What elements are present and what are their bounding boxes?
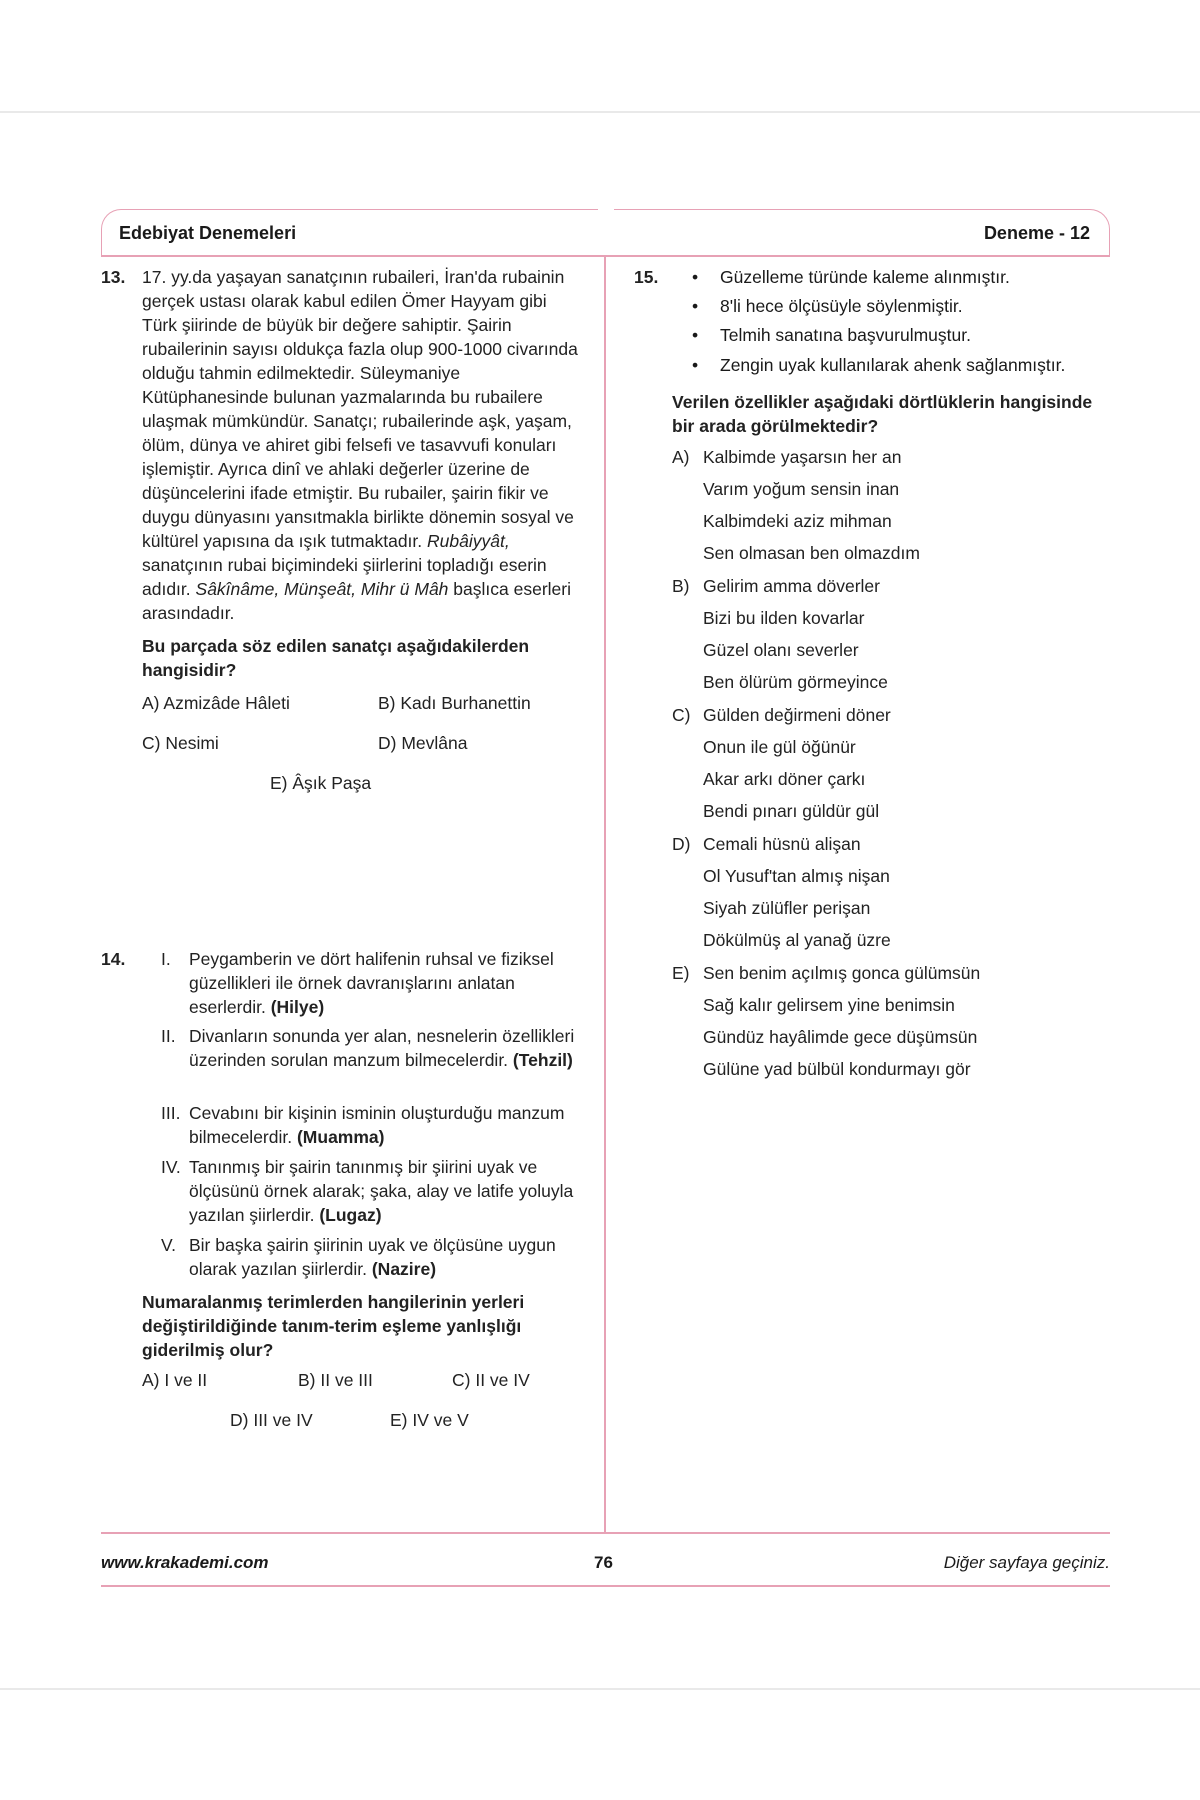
footer-website[interactable]: www.krakademi.com xyxy=(101,1553,269,1572)
bullet-dot-icon: • xyxy=(692,296,699,316)
question-15-stem: Verilen özellikler aşağıdaki dörtlüklerin hangisinde bir arada görülmektedir? xyxy=(672,392,1093,436)
roman-numeral: IV. xyxy=(161,1157,181,1177)
page-number: 76 xyxy=(594,1553,613,1572)
q13-option-a[interactable]: A) Azmizâde Hâleti xyxy=(142,693,290,713)
q15-bullet xyxy=(692,353,1065,377)
question-14-number: 14. xyxy=(101,949,126,969)
item-text: Peygamberin ve dört halifenin ruhsal ve fiziksel güzellikleri ile örnek davranışlarını anlatan eserlerdir. xyxy=(189,949,554,1017)
poem-line: Dökülmüş al yanağ üzre xyxy=(703,930,891,950)
header-left-title: Edebiyat Denemeleri xyxy=(119,223,297,243)
q13-option-d[interactable]: D) Mevlâna xyxy=(378,733,468,753)
question-14-stem: Numaralanmış terimlerden hangilerinin yerleri değiştirildiğinde tanım-terim eşleme yanlışlığı giderilmiş olur? xyxy=(142,1292,525,1360)
q14-item-v xyxy=(161,1233,581,1281)
q13-option-c[interactable]: C) Nesimi xyxy=(142,733,219,753)
q15-option-e-letter[interactable]: E) xyxy=(672,963,690,983)
item-text: Divanların sonunda yer alan, nesnelerin özellikleri üzerinden sorulan manzum bilmecelerdir. xyxy=(189,1026,575,1070)
poem-line: Sen olmasan ben olmazdım xyxy=(703,543,920,563)
q15-bullet xyxy=(692,294,963,318)
poem-line: Sağ kalır gelirsem yine benimsin xyxy=(703,995,955,1015)
bullet-text: Güzelleme türünde kaleme alınmıştır. xyxy=(720,267,1010,287)
poem-line: Siyah zülüfler perişan xyxy=(703,898,871,918)
passage-italic-title: Rubâiyyât, xyxy=(427,531,510,551)
footer-next-page: Diğer sayfaya geçiniz. xyxy=(943,1553,1110,1572)
item-text: Bir başka şairin şiirinin uyak ve ölçüsüne uygun olarak yazılan şiirlerdir. xyxy=(189,1235,556,1279)
poem-line: Sen benim açılmış gonca gülümsün xyxy=(703,963,981,983)
item-term: (Lugaz) xyxy=(319,1205,382,1225)
q15-option-a-letter[interactable]: A) xyxy=(672,447,690,467)
question-15-number: 15. xyxy=(634,267,659,287)
page-top-edge xyxy=(0,111,1200,113)
q14-item-iii xyxy=(161,1101,581,1149)
passage-text: sanatçının rubai biçimindeki şiirlerini topladığı eserin adıdır. xyxy=(142,555,547,599)
q15-option-b-letter[interactable]: B) xyxy=(672,576,690,596)
footer-bottom-rule xyxy=(101,1585,1110,1587)
q14-item-i xyxy=(161,947,581,1019)
passage-italic-works: Sâkînâme, Münşeât, Mihr ü Mâh xyxy=(195,579,449,599)
item-text: Tanınmış bir şairin tanınmış bir şiirini uyak ve ölçüsünü örnek alarak; şaka, alay ve latife yoluyla yazılan şiirlerdir. xyxy=(189,1157,574,1225)
bullet-text: 8'li hece ölçüsüyle söylenmiştir. xyxy=(720,296,963,316)
q14-item-iv xyxy=(161,1155,581,1227)
poem-line: Akar arkı döner çarkı xyxy=(703,769,866,789)
poem-line: Kalbimdeki aziz mihman xyxy=(703,511,892,531)
poem-line: Gündüz hayâlimde gece düşümsün xyxy=(703,1027,978,1047)
item-term: (Muamma) xyxy=(296,1127,385,1147)
bullet-dot-icon: • xyxy=(692,355,699,375)
q15-bullet xyxy=(692,265,1010,289)
page-bottom-edge xyxy=(0,1688,1200,1690)
poem-line: Varım yoğum sensin inan xyxy=(703,479,900,499)
q14-option-a[interactable]: A) I ve II xyxy=(142,1370,208,1390)
q14-item-ii xyxy=(161,1024,581,1072)
q13-option-b[interactable]: B) Kadı Burhanettin xyxy=(378,693,531,713)
item-text: Cevabını bir kişinin isminin oluşturduğu manzum bilmecelerdir. xyxy=(189,1103,565,1147)
poem-line: Ol Yusuf'tan almış nişan xyxy=(703,866,890,886)
question-13-number: 13. xyxy=(101,267,126,287)
roman-numeral: III. xyxy=(161,1103,181,1123)
roman-numeral: V. xyxy=(161,1235,176,1255)
bullet-text: Telmih sanatına başvurulmuştur. xyxy=(720,325,971,345)
poem-line: Kalbimde yaşarsın her an xyxy=(703,447,902,467)
bullet-text: Zengin uyak kullanılarak ahenk sağlanmıştır. xyxy=(720,355,1066,375)
q14-option-b[interactable]: B) II ve III xyxy=(298,1370,373,1390)
question-13-stem: Bu parçada söz edilen sanatçı aşağıdakilerden hangisidir? xyxy=(142,636,530,680)
poem-line: Bizi bu ilden kovarlar xyxy=(703,608,865,628)
passage-text: 17. yy.da yaşayan sanatçının rubaileri, İran'da rubainin gerçek ustası olarak kabul edilen Ömer Hayyam gibi Türk şiirinde de büyük bir değere sahiptir. Şairin rubailerinin sayısı oldukça fazla olup 900-1000 civarında olduğu tahmin edilmektedir. Süleymaniye Kütüphanesinde bulunan yazmalarında bu rubailere ulaşmak mümkündür. Sanatçı; rubailerinde aşk, yaşam, ölüm, dünya ve ahiret gibi felsefi ve tasavvufi konuları işlemiştir. Ayrıca dinî ve ahlaki değerler üzerine de düşüncelerini ifade etmiştir. Bu rubailer, şairin fikir ve duygu dünyasını yansıtmakla birlikte dönemin sosyal ve kültürel yapısına da ışık tutmaktadır. xyxy=(142,267,578,551)
passage-text: başlıca eserleri arasındadır. xyxy=(142,579,571,623)
poem-line: Ben ölürüm görmeyince xyxy=(703,672,888,692)
poem-line: Cemali hüsnü alişan xyxy=(703,834,861,854)
item-term: (Nazire) xyxy=(371,1259,437,1279)
poem-line: Onun ile gül öğünür xyxy=(703,737,856,757)
roman-numeral: II. xyxy=(161,1026,176,1046)
poem-line: Gülüne yad bülbül kondurmayı gör xyxy=(703,1059,971,1079)
item-term: (Hilye) xyxy=(270,997,325,1017)
poem-line: Gülden değirmeni döner xyxy=(703,705,891,725)
q14-option-d[interactable]: D) III ve IV xyxy=(230,1410,313,1430)
q13-option-e[interactable]: E) Âşık Paşa xyxy=(270,773,372,793)
q15-option-c-letter[interactable]: C) xyxy=(672,705,691,725)
q14-option-e[interactable]: E) IV ve V xyxy=(390,1410,469,1430)
poem-line: Bendi pınarı güldür gül xyxy=(703,801,880,821)
poem-line: Gelirim amma döverler xyxy=(703,576,880,596)
roman-numeral: I. xyxy=(161,949,171,969)
q15-bullet xyxy=(692,323,971,347)
column-divider xyxy=(604,255,606,1532)
footer-top-rule xyxy=(101,1532,1110,1534)
bullet-dot-icon: • xyxy=(692,325,699,345)
q15-option-d-letter[interactable]: D) xyxy=(672,834,691,854)
question-13-passage xyxy=(142,265,582,625)
q14-option-c[interactable]: C) II ve IV xyxy=(452,1370,530,1390)
bullet-dot-icon: • xyxy=(692,267,699,287)
poem-line: Güzel olanı severler xyxy=(703,640,859,660)
header-right-title: Deneme - 12 xyxy=(983,223,1090,243)
item-term: (Tehzil) xyxy=(512,1050,573,1070)
